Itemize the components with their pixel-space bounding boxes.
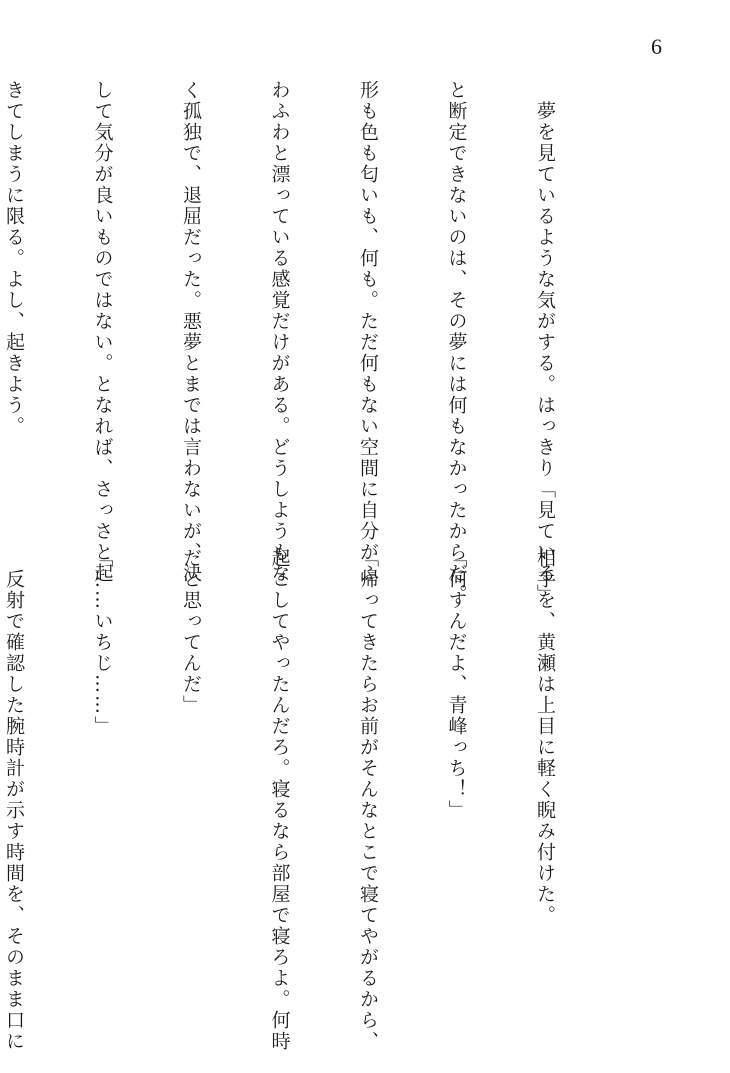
lower-text-block — [0, 548, 618, 1052]
text-line: きてしまうに限る。よし、起きよう。 — [3, 80, 25, 437]
text-line: 起こしてやったんだろ。寝るなら部屋で寝ろよ。何時 — [268, 548, 291, 1052]
text-line: 反射で確認した腕時計が示す時間を、そのまま口に — [3, 548, 25, 1052]
upper-text-block — [0, 80, 618, 605]
text-line: 相手を、黄瀬は上目に軽く睨み付けた。 — [534, 548, 556, 926]
text-line: だと思ってんだ」 — [180, 548, 202, 716]
text-line: わふわと漂っている感覚だけがある。どうしようもな — [268, 80, 291, 584]
text-line: 「……いちじ……」 — [91, 548, 114, 737]
text-line: 夢を見ているような気がする。はっきり「見ている」 — [534, 80, 556, 605]
page-number: 6 — [651, 34, 662, 59]
text-line: く孤独で、退屈だった。悪夢とまでは言わないが、決 — [180, 80, 202, 584]
text-line: 「何すんだよ、青峰っち！」 — [445, 548, 468, 821]
text-line: 形も色も匂いも、何も。ただ何もない空間に自分がふ — [357, 80, 379, 584]
text-line: と断定できないのは、その夢には何もなかったからだ。 — [445, 80, 468, 605]
text-line: 「帰ってきたらお前がそんなとこで寝てやがるから、 — [357, 548, 379, 1052]
text-line: して気分が良いものではない。となれば、さっさと起 — [91, 80, 114, 584]
